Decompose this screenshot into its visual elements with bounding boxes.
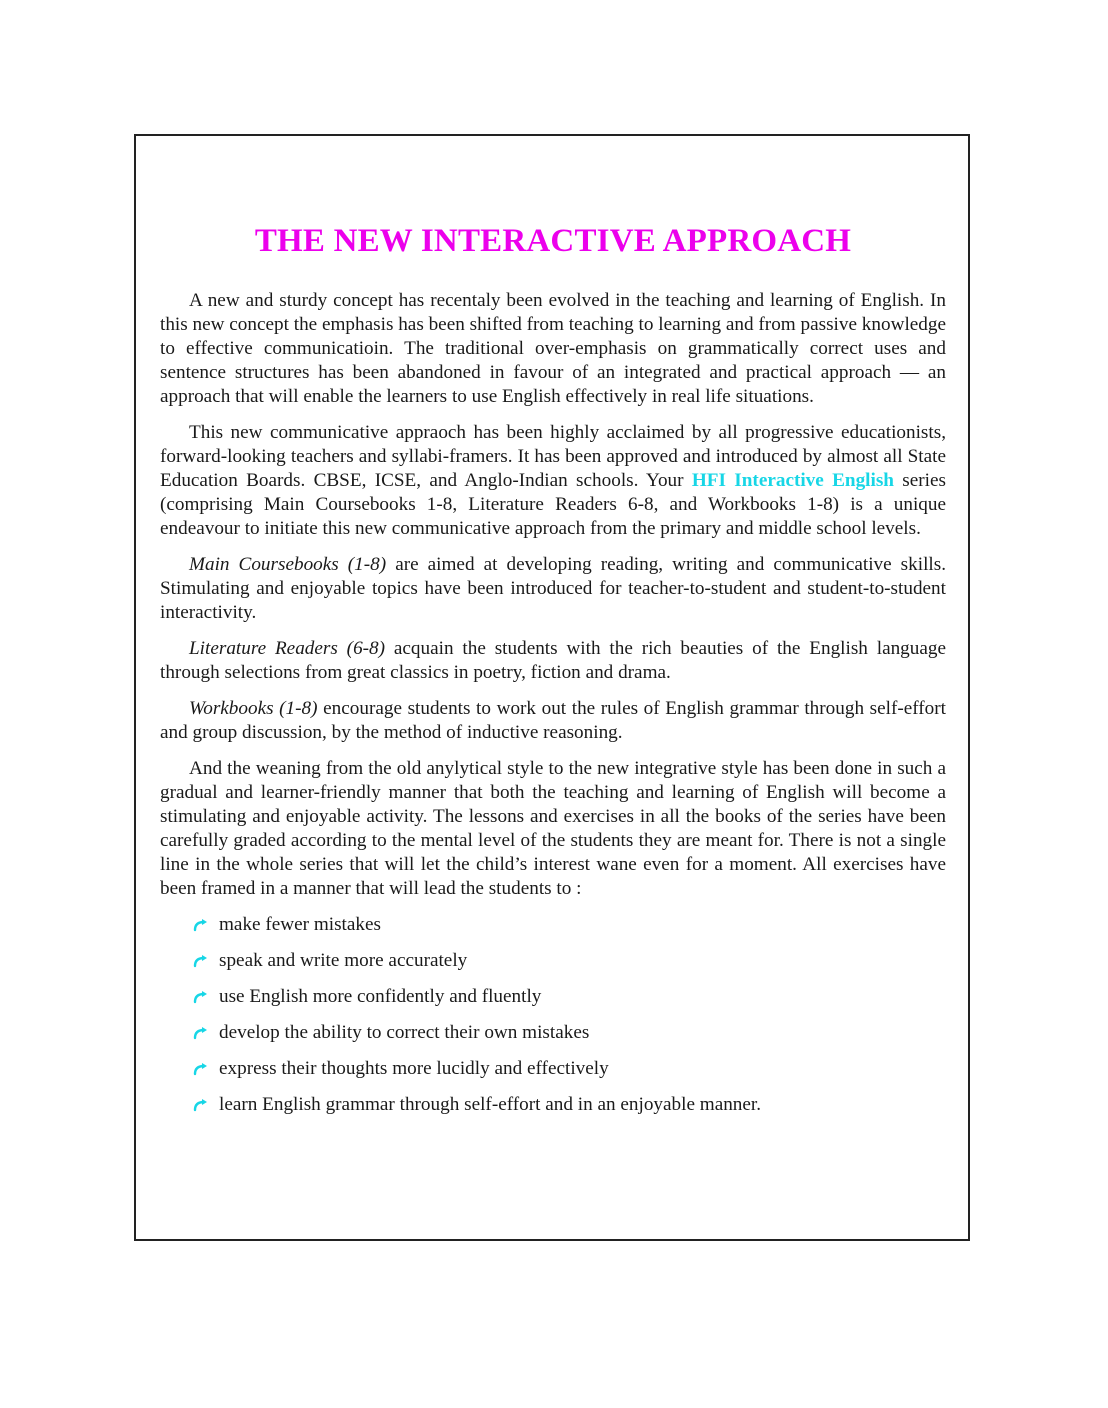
paragraph-intro-text: A new and sturdy concept has recentaly been evolved in the teaching and learning of English. In this new concept the emphasis has been shifted from teaching to learning and from passive knowledge to effective communicatioin. The traditional over-emphasis on grammatically correct uses and sentence structures has been abandoned in favour of an integrated and practical approach — an approach that will enable the learners to use English effectively in real life situations. [160, 290, 946, 407]
workbooks-text: encourage students to work out the rules of English grammar through self-effort and group discussion, by the method of inductive reasoning. [160, 698, 946, 743]
curved-arrow-icon [193, 954, 209, 968]
paragraph-literature-readers [160, 637, 946, 685]
paragraph-2-before: This new communicative appraoch has been highly acclaimed by all progressive educationists, forward-looking teachers and syllabi-framers. It has been approved and introduced by almost all State Education Boards. CBSE, ICSE, and Anglo-Indian schools. Your [160, 422, 946, 491]
paragraph-integrative-text: And the weaning from the old anylytical style to the new integrative style has been done in such a gradual and learner-friendly manner that both the teaching and learning of English will become a stimulating and enjoyable activity. The lessons and exercises in all the books of the series have been carefully graded according to the mental level of the students they are meant for. There is not a single line in the whole series that will let the child’s interest wane even for a moment. All exercises have been framed in a manner that will lead the students to : [160, 758, 946, 899]
curved-arrow-icon [193, 1062, 209, 1076]
paragraph-communicative-approach [160, 421, 946, 541]
list-item [193, 949, 946, 973]
curved-arrow-icon [193, 1098, 209, 1112]
page-title: THE NEW INTERACTIVE APPROACH [254, 223, 852, 259]
literature-readers-text: acquain the students with the rich beauties of the English language through selections from great classics in poetry, fiction and drama. [160, 638, 946, 683]
list-item [193, 913, 946, 937]
list-item [193, 1093, 946, 1117]
list-item [193, 1021, 946, 1045]
paragraph-intro [160, 289, 946, 409]
paragraph-integrative-style [160, 757, 946, 901]
workbooks-label: Workbooks (1-8) [189, 698, 318, 719]
curved-arrow-icon [193, 918, 209, 932]
list-item-text: develop the ability to correct their own mistakes [219, 1022, 590, 1043]
list-item [193, 1057, 946, 1081]
list-item-text: learn English grammar through self-effort and in an enjoyable manner. [219, 1094, 762, 1115]
list-item-text: make fewer mistakes [219, 914, 381, 935]
series-name-highlight: HFI Interactive English [691, 470, 894, 491]
literature-readers-label: Literature Readers (6-8) [189, 638, 386, 659]
paragraph-main-coursebooks [160, 553, 946, 625]
curved-arrow-icon [193, 1026, 209, 1040]
main-coursebooks-text: are aimed at developing reading, writing and communicative skills. Stimulating and enjoyable topics have been introduced for teacher-to-student and student-to-student interactivity. [160, 554, 946, 623]
paragraph-2-after: series (comprising Main Coursebooks 1-8, Literature Readers 6-8, and Workbooks 1-8) is a unique endeavour to initiate this new communicative approach from the primary and middle school levels. [160, 470, 946, 539]
paragraph-workbooks [160, 697, 946, 745]
main-coursebooks-label: Main Coursebooks (1-8) [189, 554, 387, 575]
list-item-text: use English more confidently and fluently [219, 986, 542, 1007]
outcomes-list [160, 913, 946, 1117]
page-content [160, 221, 946, 1129]
curved-arrow-icon [193, 990, 209, 1004]
list-item-text: speak and write more accurately [219, 950, 468, 971]
page-border-frame [134, 134, 970, 1241]
list-item [193, 985, 946, 1009]
list-item-text: express their thoughts more lucidly and effectively [219, 1058, 609, 1079]
